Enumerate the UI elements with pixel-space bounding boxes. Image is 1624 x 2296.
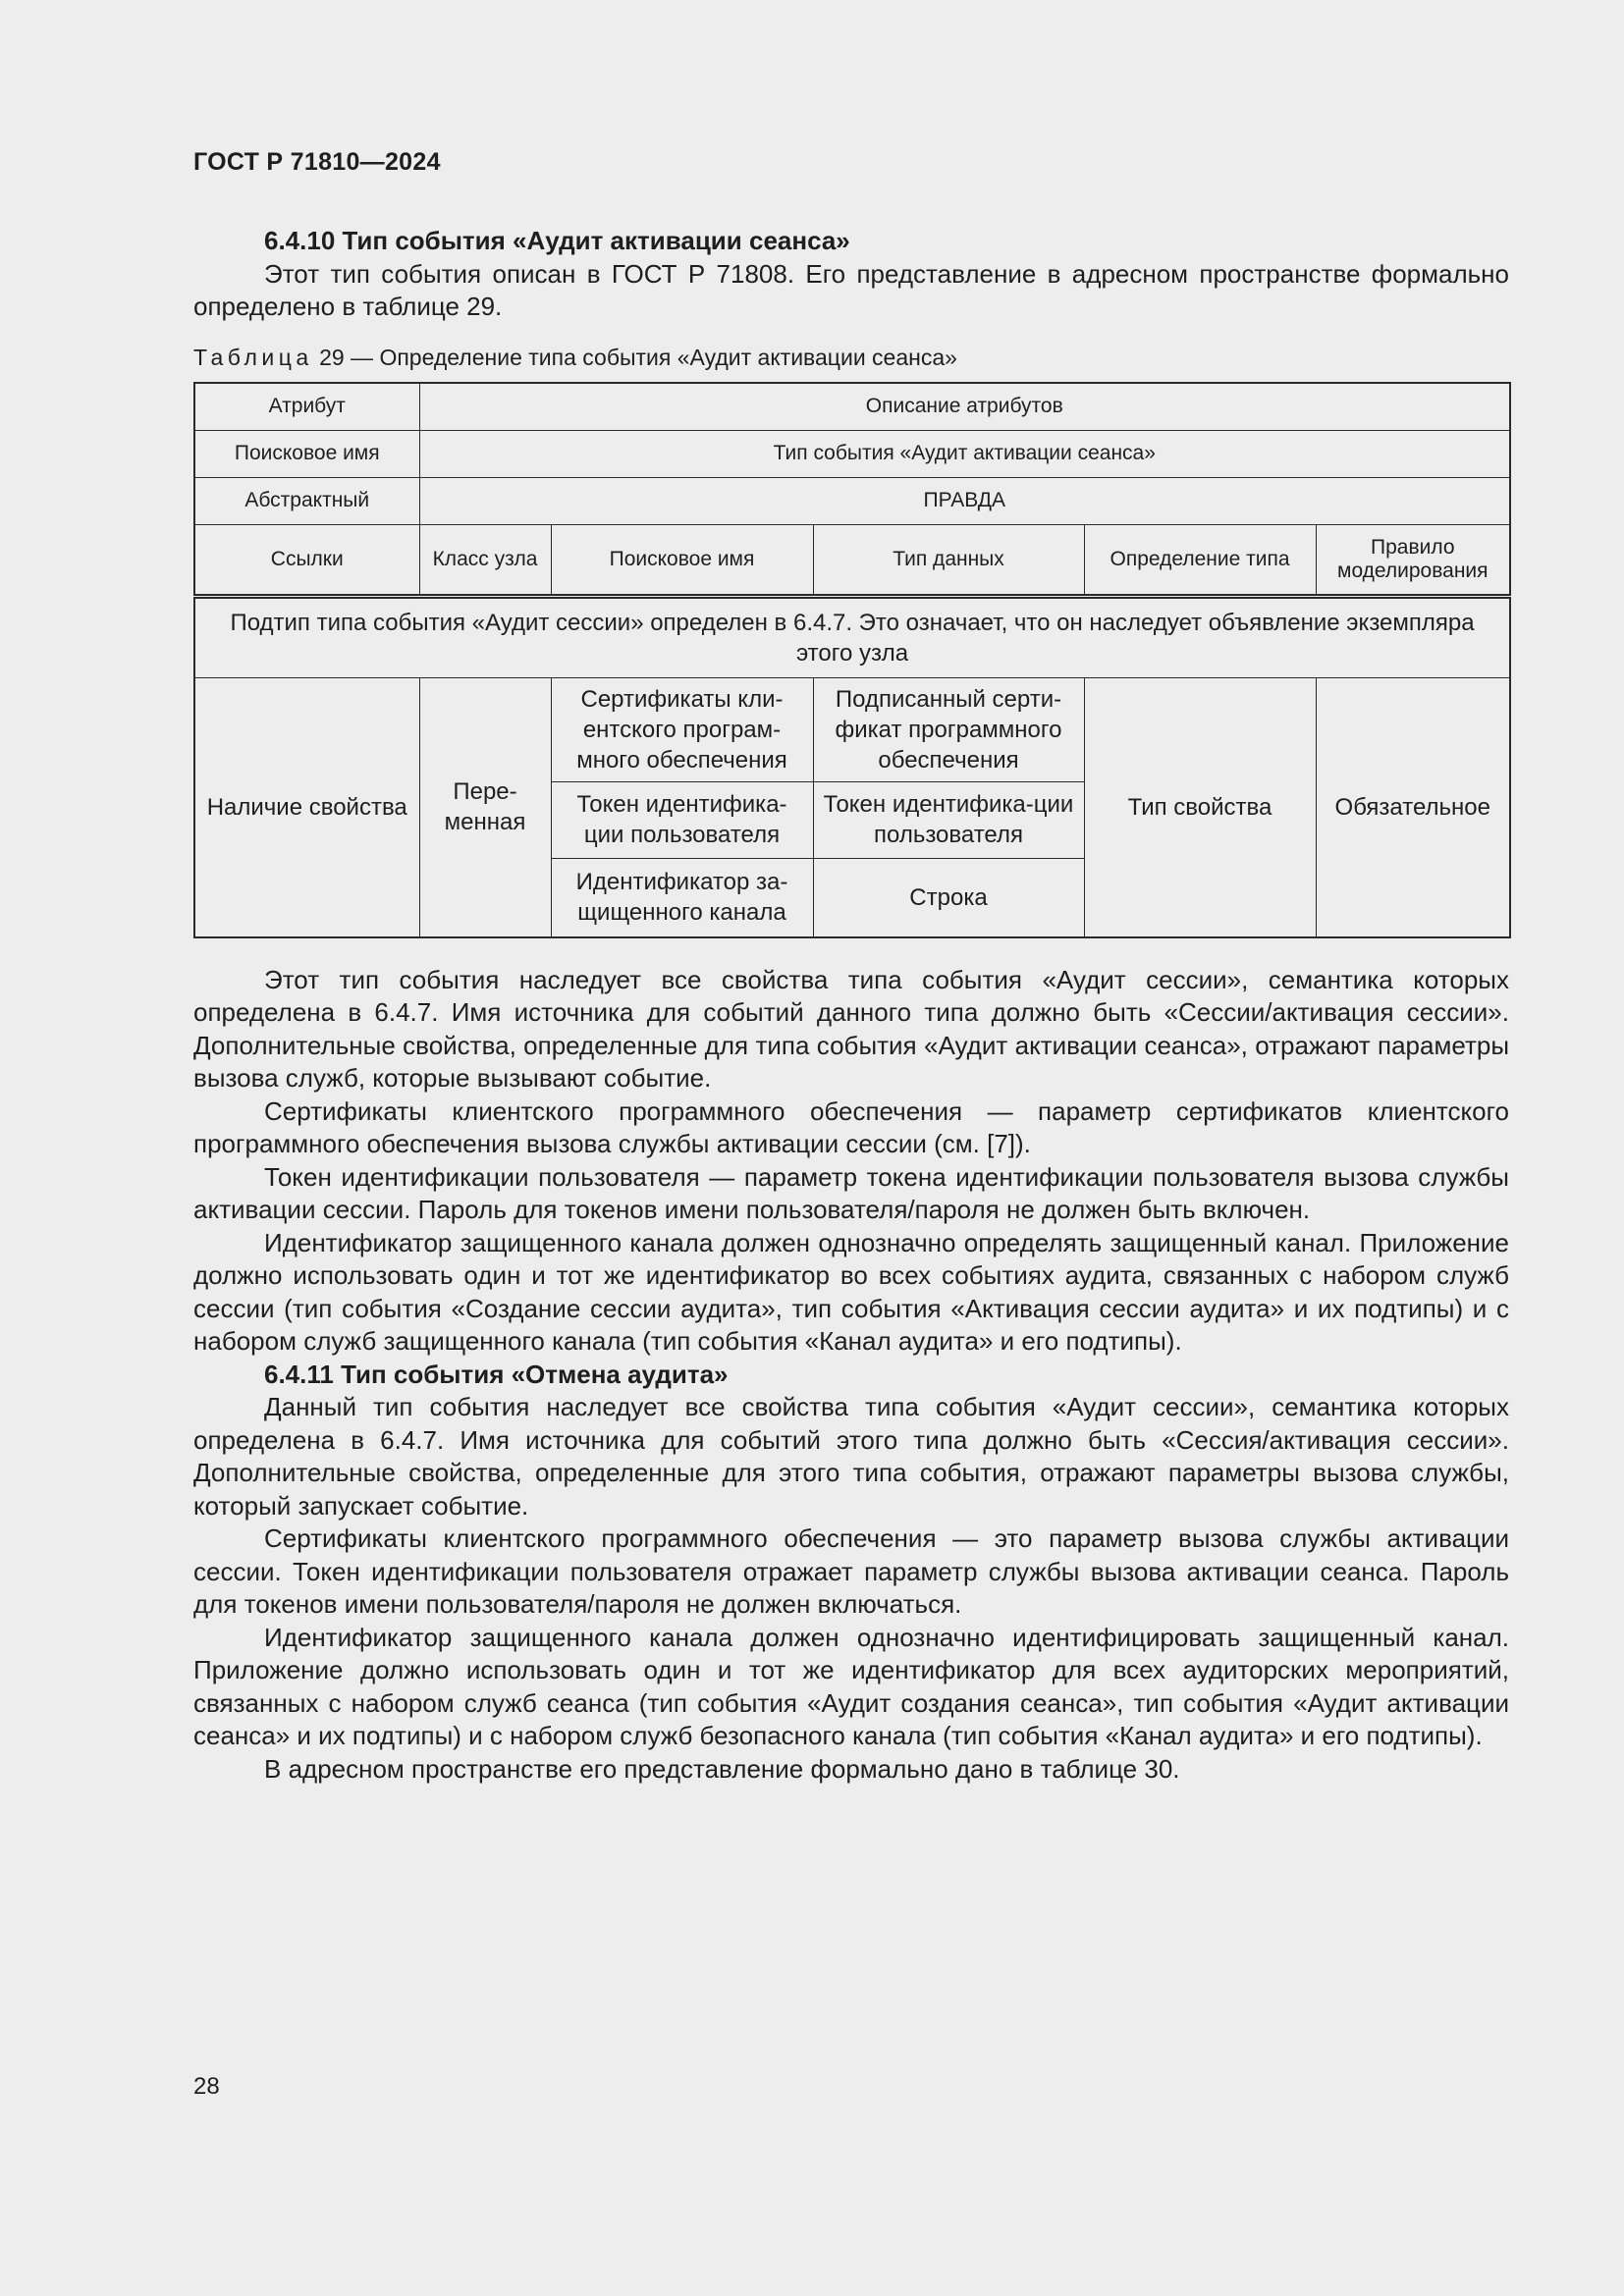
page-body: [193, 225, 1509, 1786]
body-paragraph: Идентификатор защищенного канала должен однозначно идентифицировать защищенный канал. Приложение должно использовать один и тот же идентификатор для всех аудиторских мероприятий, связанных с набором служб сеанса (тип события «Аудит создания сеанса», тип события «Аудит активации сеанса» и их подтипы) и с набором служб безопасного канала (тип события «Канал аудита» и его подтипы).: [193, 1622, 1509, 1750]
browse-name-label: Поисковое имя: [194, 430, 419, 477]
page-number: 28: [193, 2073, 220, 2100]
property-browse-name: Идентификатор за-щищенного канала: [551, 858, 813, 937]
body-paragraph: Данный тип события наследует все свойства типа события «Аудит сессии», семантика которых определена в 6.4.7. Имя источника для событий этого типа должно быть «Сессия/активация сессии». Дополнительные свойства, определенные для этого типа события, отражают параметры вызова службы, который запускает событие.: [193, 1392, 1509, 1521]
property-browse-name: Токен идентифика-ции пользователя: [551, 781, 813, 858]
col-modelling-rule: Правило моделирования: [1316, 524, 1510, 596]
property-type-definition: Тип свойства: [1084, 677, 1316, 937]
body-paragraph: В адресном пространстве его представление формально дано в таблице 30.: [264, 1753, 1180, 1784]
property-reference: Наличие свойства: [194, 677, 419, 937]
table-row: [194, 596, 1510, 677]
section-intro-paragraph: Этот тип события описан в ГОСТ Р 71808. Его представление в адресном пространстве формально определено в таблице 29.: [193, 258, 1509, 321]
abstract-value: ПРАВДА: [419, 477, 1510, 524]
body-paragraph: Сертификаты клиентского программного обеспечения — параметр сертификатов клиентского программного обеспечения вызова службы активации сессии (см. [7]).: [193, 1095, 1509, 1158]
table-caption-label: Таблица: [193, 344, 313, 370]
col-node-class: Класс узла: [419, 524, 551, 596]
attribute-header: Атрибут: [194, 383, 419, 431]
col-data-type: Тип данных: [813, 524, 1084, 596]
document-header: ГОСТ Р 71810—2024: [193, 148, 441, 176]
col-type-definition: Определение типа: [1084, 524, 1316, 596]
table-caption-text: 29 — Определение типа события «Аудит активации сеанса»: [312, 344, 957, 370]
property-modelling-rule: Обязательное: [1316, 677, 1510, 937]
abstract-label: Абстрактный: [194, 477, 419, 524]
property-data-type: Подписанный серти-фикат программного обеспечения: [813, 677, 1084, 781]
section-heading-6-4-11: 6.4.11 Тип события «Отмена аудита»: [264, 1359, 729, 1389]
event-type-definition-table: [193, 382, 1511, 938]
col-references: Ссылки: [194, 524, 419, 596]
subtype-note: Подтип типа события «Аудит сессии» определен в 6.4.7. Это означает, что он наследует объявление экземпляра этого узла: [194, 596, 1510, 677]
col-browse-name: Поисковое имя: [551, 524, 813, 596]
table-row: [194, 430, 1510, 477]
table-row: [194, 477, 1510, 524]
property-node-class: Пере-менная: [419, 677, 551, 937]
section-heading-6-4-10: 6.4.10 Тип события «Аудит активации сеанса»: [264, 226, 850, 255]
attribute-description-header: Описание атрибутов: [419, 383, 1510, 431]
table-row: [194, 383, 1510, 431]
table-column-header-row: [194, 524, 1510, 596]
body-paragraph: Сертификаты клиентского программного обеспечения — это параметр вызова службы активации сессии. Токен идентификации пользователя отражает параметр службы вызова активации сеанса. Пароль для токенов имени пользователя/пароля не должен включаться.: [193, 1523, 1509, 1619]
body-paragraph: Идентификатор защищенного канала должен однозначно определять защищенный канал. Приложение должно использовать один и тот же идентификатор во всех событиях аудита, связанных с набором служб сессии (тип события «Создание сессии аудита», тип события «Активация сессии аудита» и их подтипы) и с набором служб защищенного канала (тип события «Канал аудита» и его подтипы).: [193, 1227, 1509, 1356]
table-caption: [193, 344, 1509, 371]
body-paragraph: Этот тип события наследует все свойства типа события «Аудит сессии», семантика которых определена в 6.4.7. Имя источника для событий данного типа должно быть «Сессии/активация сессии». Дополнительные свойства, определенные для типа события «Аудит активации сеанса», отражают параметры вызова служб, которые вызывают событие.: [193, 964, 1509, 1093]
browse-name-value: Тип события «Аудит активации сеанса»: [419, 430, 1510, 477]
property-data-type: Строка: [813, 858, 1084, 937]
body-paragraph: Токен идентификации пользователя — параметр токена идентификации пользователя вызова службы активации сессии. Пароль для токенов имени пользователя/пароля не должен быть включен.: [193, 1161, 1509, 1224]
property-browse-name: Сертификаты кли-ентского програм-много обеспечения: [551, 677, 813, 781]
table-row: [194, 677, 1510, 781]
property-data-type: Токен идентифика-ции пользователя: [813, 781, 1084, 858]
